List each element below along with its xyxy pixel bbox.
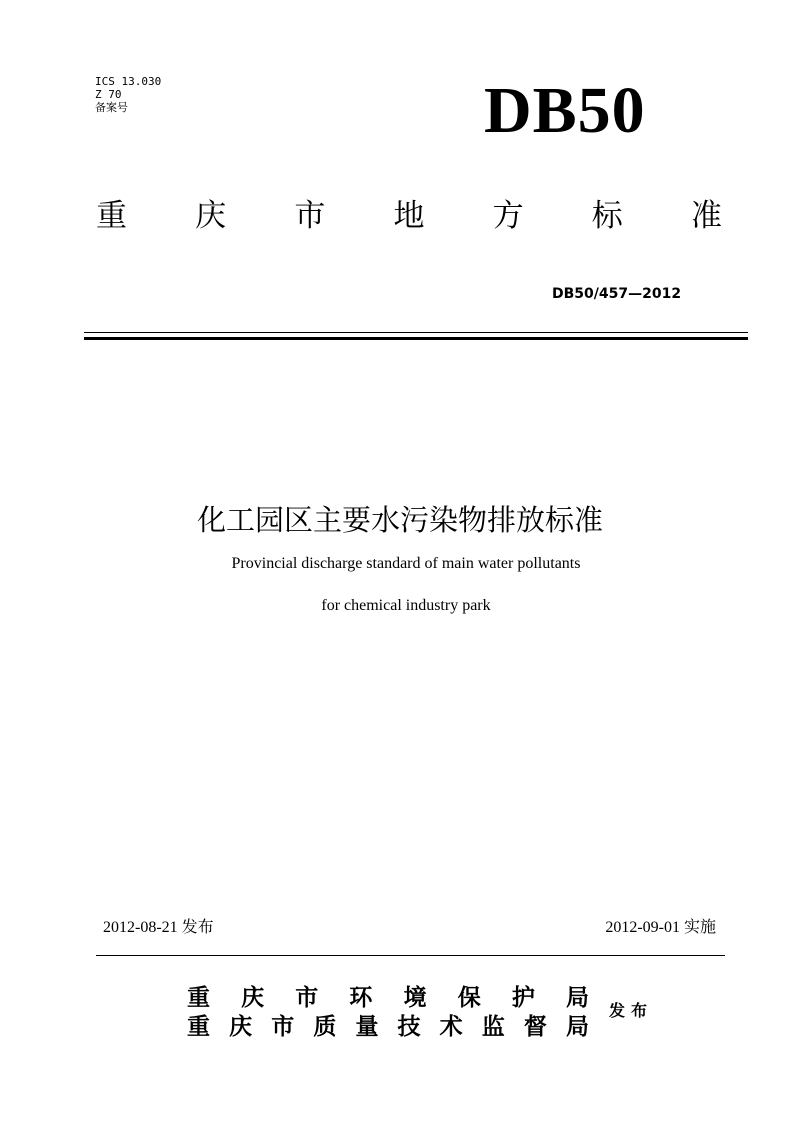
standard-type-char: 地 — [393, 198, 425, 234]
publish-date: 2012-08-21 发布 — [103, 919, 214, 936]
document-title-en-line1: Provincial discharge standard of main water pollutants — [231, 555, 581, 572]
issuer-char: 境 — [403, 985, 427, 1011]
issuer-char: 市 — [295, 985, 319, 1011]
ics-code: ICS 13.030 — [95, 75, 162, 88]
standard-type-char: 准 — [690, 198, 722, 234]
issuer-char: 术 — [439, 1014, 463, 1040]
issuer-char: 护 — [511, 985, 535, 1011]
issuer-environment-bureau — [187, 984, 589, 1012]
header-divider-thin — [84, 332, 748, 333]
db50-logo: DB50 — [484, 74, 646, 147]
issuer-char: 保 — [457, 985, 481, 1011]
ccs-code: Z 70 — [95, 88, 122, 101]
standard-type-char: 市 — [294, 198, 326, 234]
document-title-zh: 化工园区主要水污染物排放标准 — [196, 503, 603, 537]
issuer-char: 市 — [271, 1014, 295, 1040]
header-divider-thick — [84, 337, 748, 340]
standard-type-char: 标 — [591, 198, 623, 234]
issuer-char: 重 — [187, 1014, 210, 1040]
standard-type-char: 重 — [96, 198, 127, 234]
issuer-char: 环 — [349, 985, 373, 1011]
standard-type-char: 方 — [492, 198, 524, 234]
issuer-char: 量 — [355, 1014, 379, 1040]
issuer-char: 重 — [187, 985, 210, 1011]
standard-type-heading — [96, 196, 722, 236]
issuer-char: 技 — [397, 1014, 421, 1040]
issuer-char: 局 — [565, 985, 589, 1011]
effective-date: 2012-09-01 实施 — [605, 919, 716, 936]
issuer-char: 庆 — [241, 985, 265, 1011]
footer-divider — [96, 955, 725, 956]
issuer-char: 督 — [523, 1014, 547, 1040]
issued-label: 发布 — [609, 1001, 654, 1020]
standard-meta — [95, 75, 161, 114]
document-title-en-line2: for chemical industry park — [321, 597, 491, 614]
issuer-char: 质 — [313, 1014, 337, 1040]
standard-code: DB50/457—2012 — [552, 286, 682, 302]
issuer-char: 局 — [565, 1014, 589, 1040]
issuer-char: 庆 — [229, 1014, 253, 1040]
issuer-quality-bureau — [187, 1013, 589, 1041]
standard-type-char: 庆 — [195, 198, 227, 234]
record-number-label: 备案号 — [95, 101, 128, 114]
issuer-char: 监 — [481, 1014, 505, 1040]
